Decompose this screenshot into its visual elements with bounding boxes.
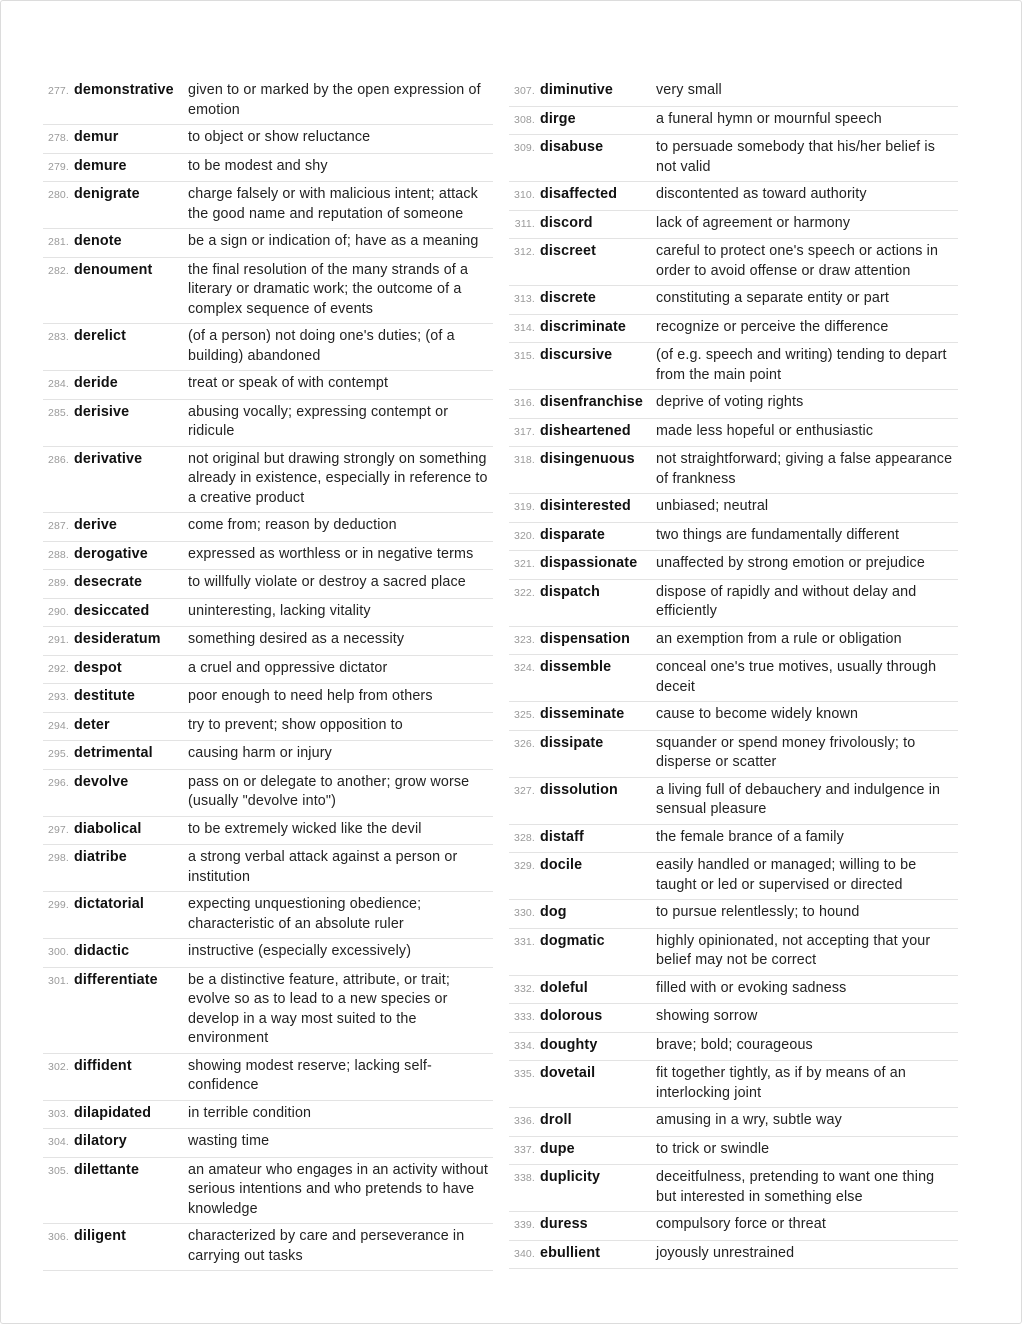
vocab-entry	[43, 741, 493, 770]
entry-definition: given to or marked by the open expression of emotion	[188, 82, 481, 118]
entry-definition: deprive of voting rights	[656, 394, 804, 410]
entry-definition: characterized by care and perseverance in carrying out tasks	[188, 1228, 465, 1264]
entry-term: disingenuous	[540, 451, 635, 467]
entry-number: 277.	[47, 85, 69, 97]
entry-definition: brave; bold; courageous	[656, 1036, 813, 1053]
entry-term: derivative	[74, 450, 143, 467]
entry-definition: to persuade somebody that his/her belief is not valid	[656, 139, 936, 175]
vocab-entry	[509, 655, 958, 702]
vocab-entry	[43, 154, 493, 183]
entry-number: 305.	[47, 1164, 69, 1177]
entry-term: derogative	[74, 545, 148, 562]
entry-term: dupe	[540, 1140, 575, 1157]
vocab-entry	[43, 845, 493, 892]
entry-definition: a strong verbal attack against a person or institution	[188, 849, 458, 885]
entry-definition: deceitfulness, pretending to want one thing but interested in something else	[656, 1169, 935, 1205]
vocab-entry	[43, 770, 493, 817]
entry-term: denoument	[74, 261, 153, 278]
entry-number: 284.	[47, 378, 69, 390]
entry-definition: to trick or swindle	[656, 1140, 770, 1157]
entry-definition: compulsory force or threat	[656, 1216, 826, 1232]
entry-term: discriminate	[540, 318, 627, 335]
entry-number: 327.	[513, 784, 535, 797]
entry-definition: come from; reason by deduction	[188, 517, 397, 533]
entry-definition: expecting unquestioning obedience; characteristic of an absolute ruler	[188, 896, 422, 932]
entry-definition: to willfully violate or destroy a sacred place	[188, 574, 466, 590]
entry-term: duplicity	[540, 1169, 601, 1185]
entry-definition: dispose of rapidly and without delay and efficiently	[656, 583, 917, 619]
entry-number: 298.	[47, 852, 69, 864]
vocab-entry	[509, 1137, 958, 1166]
entry-number: 278.	[47, 132, 69, 144]
entry-term: dolorous	[540, 1008, 603, 1024]
entry-definition: squander or spend money frivolously; to disperse or scatter	[656, 734, 916, 770]
vocab-entry	[509, 778, 958, 825]
entry-number: 308.	[513, 113, 535, 126]
vocab-entry	[43, 939, 493, 968]
entry-term: denote	[74, 233, 122, 249]
entry-number: 319.	[513, 501, 535, 513]
entry-term: diligent	[74, 1228, 127, 1244]
entry-term: docile	[540, 857, 583, 873]
entry-term: diminutive	[540, 82, 613, 98]
vocab-entry	[43, 1101, 493, 1130]
entry-term: dog	[540, 904, 567, 920]
entry-term: derelict	[74, 328, 127, 344]
entry-number: 294.	[47, 719, 69, 732]
entry-term: dissipate	[540, 734, 604, 751]
vocabulary-column-left	[43, 78, 493, 1271]
entry-number: 282.	[47, 264, 69, 277]
entry-number: 296.	[47, 776, 69, 789]
entry-number: 321.	[513, 558, 535, 570]
vocab-entry	[509, 315, 958, 344]
vocab-entry	[509, 702, 958, 731]
entry-definition: lack of agreement or harmony	[656, 214, 851, 231]
entry-definition: two things are fundamentally different	[656, 526, 900, 543]
vocab-entry	[509, 78, 958, 107]
vocab-entry	[43, 258, 493, 325]
entry-definition: an exemption from a rule or obligation	[656, 630, 902, 647]
vocab-entry	[43, 229, 493, 258]
vocab-entry	[43, 684, 493, 713]
vocab-entry	[509, 343, 958, 390]
vocab-entry	[43, 182, 493, 229]
entry-definition: (of e.g. speech and writing) tending to depart from the main point	[656, 347, 947, 383]
entry-term: denigrate	[74, 186, 140, 202]
entry-number: 300.	[47, 946, 69, 958]
entry-number: 328.	[513, 831, 535, 844]
vocab-entry	[43, 1054, 493, 1101]
vocab-entry	[509, 1212, 958, 1241]
entry-term: desecrate	[74, 574, 143, 590]
entry-term: dogmatic	[540, 932, 605, 949]
vocab-entry	[43, 513, 493, 542]
vocab-entry	[509, 976, 958, 1005]
entry-term: discreet	[540, 243, 597, 259]
entry-number: 333.	[513, 1011, 535, 1023]
entry-definition: (of a person) not doing one's duties; (of a building) abandoned	[188, 328, 455, 364]
vocab-entry	[43, 713, 493, 742]
entry-definition: in terrible condition	[188, 1104, 312, 1121]
entry-definition: to be modest and shy	[188, 157, 328, 174]
entry-term: demur	[74, 129, 119, 145]
entry-definition: showing modest reserve; lacking self-confidence	[188, 1057, 432, 1093]
vocab-entry	[509, 211, 958, 240]
vocab-entry	[43, 447, 493, 514]
entry-term: dirge	[540, 110, 576, 127]
entry-definition: something desired as a necessity	[188, 631, 405, 647]
entry-number: 335.	[513, 1068, 535, 1080]
vocab-entry	[43, 371, 493, 400]
vocab-entry	[43, 892, 493, 939]
entry-definition: try to prevent; show opposition to	[188, 716, 403, 733]
entry-definition: to be extremely wicked like the devil	[188, 820, 422, 837]
entry-number: 312.	[513, 246, 535, 258]
entry-number: 289.	[47, 577, 69, 589]
entry-definition: careful to protect one's speech or actions in order to avoid offense or draw attention	[656, 243, 939, 279]
entry-term: discursive	[540, 347, 613, 363]
vocab-entry	[43, 968, 493, 1054]
entry-number: 293.	[47, 691, 69, 703]
vocab-entry	[509, 1241, 958, 1270]
entry-definition: be a distinctive feature, attribute, or trait; evolve so as to lead to a new species or develop in a way most suited to the environment	[188, 971, 450, 1046]
vocab-entry	[509, 1108, 958, 1137]
entry-term: discord	[540, 214, 593, 231]
entry-term: discrete	[540, 290, 597, 306]
entry-number: 313.	[513, 293, 535, 305]
entry-number: 309.	[513, 142, 535, 154]
entry-definition: recognize or perceive the difference	[656, 318, 889, 335]
entry-term: dovetail	[540, 1065, 596, 1081]
entry-term: diatribe	[74, 849, 127, 865]
vocab-entry	[509, 1165, 958, 1212]
entry-definition: not original but drawing strongly on something already in existence, especially in reference to a creative product	[188, 450, 488, 506]
vocab-entry	[43, 1158, 493, 1225]
entry-definition: discontented as toward authority	[656, 186, 867, 202]
entry-term: deride	[74, 375, 118, 391]
entry-number: 331.	[513, 935, 535, 948]
vocab-entry	[509, 135, 958, 182]
entry-term: disaffected	[540, 186, 618, 202]
vocab-entry	[43, 324, 493, 371]
entry-term: desiccated	[74, 602, 150, 619]
entry-term: dispassionate	[540, 555, 638, 571]
entry-definition: charge falsely or with malicious intent; attack the good name and reputation of someone	[188, 186, 478, 222]
entry-number: 286.	[47, 453, 69, 466]
vocab-entry	[509, 286, 958, 315]
entry-number: 299.	[47, 899, 69, 911]
vocab-entry	[509, 1061, 958, 1108]
vocab-entry	[509, 825, 958, 854]
entry-number: 315.	[513, 350, 535, 362]
entry-definition: not straightforward; giving a false appearance of frankness	[656, 451, 953, 487]
entry-term: demonstrative	[74, 82, 174, 98]
vocab-entry	[509, 900, 958, 929]
entry-term: dictatorial	[74, 896, 144, 912]
entry-number: 334.	[513, 1039, 535, 1052]
entry-term: distaff	[540, 828, 584, 845]
entry-number: 301.	[47, 974, 69, 987]
entry-definition: treat or speak of with contempt	[188, 375, 389, 391]
vocab-entry	[509, 1033, 958, 1062]
vocab-entry	[509, 494, 958, 523]
vocab-entry	[509, 239, 958, 286]
entry-number: 320.	[513, 529, 535, 542]
entry-term: disabuse	[540, 139, 604, 155]
vocab-entry	[509, 929, 958, 976]
entry-term: differentiate	[74, 971, 158, 988]
entry-term: dilatory	[74, 1133, 127, 1149]
vocab-entry	[43, 1129, 493, 1158]
vocab-entry	[509, 1004, 958, 1033]
entry-number: 283.	[47, 331, 69, 343]
entry-definition: uninteresting, lacking vitality	[188, 602, 371, 619]
entry-definition: abusing vocally; expressing contempt or ridicule	[188, 403, 449, 439]
entry-number: 297.	[47, 823, 69, 836]
entry-term: droll	[540, 1112, 572, 1128]
entry-definition: made less hopeful or enthusiastic	[656, 422, 874, 439]
entry-definition: instructive (especially excessively)	[188, 943, 412, 959]
entry-number: 287.	[47, 520, 69, 532]
vocab-entry	[509, 390, 958, 419]
entry-number: 285.	[47, 406, 69, 419]
entry-term: ebullient	[540, 1244, 601, 1261]
entry-term: didactic	[74, 943, 130, 959]
vocab-entry	[509, 627, 958, 656]
entry-definition: wasting time	[188, 1133, 270, 1149]
entry-term: deter	[74, 716, 110, 733]
vocab-entry	[43, 400, 493, 447]
entry-definition: filled with or evoking sadness	[656, 979, 847, 996]
entry-number: 338.	[513, 1172, 535, 1184]
entry-term: despot	[74, 659, 122, 676]
entry-number: 329.	[513, 860, 535, 872]
entry-term: doleful	[540, 979, 588, 996]
entry-number: 311.	[514, 217, 535, 230]
entry-term: detrimental	[74, 745, 153, 761]
entry-term: disheartened	[540, 422, 631, 439]
entry-number: 337.	[513, 1143, 535, 1156]
entry-definition: a funeral hymn or mournful speech	[656, 110, 882, 127]
entry-number: 316.	[513, 397, 535, 409]
entry-definition: a living full of debauchery and indulgence in sensual pleasure	[656, 781, 941, 817]
entry-number: 310.	[513, 189, 535, 201]
entry-definition: amusing in a wry, subtle way	[656, 1112, 842, 1128]
entry-definition: unaffected by strong emotion or prejudice	[656, 555, 925, 571]
entry-term: duress	[540, 1216, 588, 1232]
entry-number: 306.	[47, 1231, 69, 1243]
entry-term: devolve	[74, 773, 129, 790]
vocab-entry	[43, 599, 493, 628]
entry-definition: joyously unrestrained	[656, 1244, 795, 1261]
entry-number: 340.	[513, 1247, 535, 1260]
entry-definition: constituting a separate entity or part	[656, 290, 889, 306]
entry-term: disseminate	[540, 706, 625, 722]
entry-number: 314.	[513, 321, 535, 334]
entry-number: 322.	[513, 586, 535, 599]
vocab-entry	[509, 523, 958, 552]
vocab-entry	[43, 542, 493, 571]
entry-definition: showing sorrow	[656, 1008, 758, 1024]
entry-term: doughty	[540, 1036, 598, 1053]
entry-definition: to pursue relentlessly; to hound	[656, 904, 860, 920]
entry-term: disinterested	[540, 498, 631, 514]
vocab-entry	[509, 419, 958, 448]
entry-definition: causing harm or injury	[188, 745, 332, 761]
vocab-entry	[43, 125, 493, 154]
entry-number: 302.	[47, 1060, 69, 1073]
entry-definition: be a sign or indication of; have as a meaning	[188, 233, 479, 249]
entry-definition: pass on or delegate to another; grow worse (usually "devolve into")	[188, 773, 470, 809]
entry-term: derisive	[74, 403, 130, 420]
entry-number: 307.	[513, 85, 535, 97]
vocab-entry	[43, 78, 493, 125]
entry-term: dissemble	[540, 659, 612, 675]
entry-term: dissolution	[540, 781, 618, 798]
entry-definition: poor enough to need help from others	[188, 688, 433, 704]
entry-number: 317.	[513, 425, 535, 438]
vocab-entry	[509, 551, 958, 580]
entry-number: 288.	[47, 548, 69, 561]
vocab-entry	[509, 447, 958, 494]
entry-term: destitute	[74, 688, 135, 704]
entry-definition: to object or show reluctance	[188, 129, 371, 145]
entry-term: demure	[74, 157, 127, 174]
entry-definition: conceal one's true motives, usually through deceit	[656, 659, 937, 695]
vocab-entry	[509, 731, 958, 778]
entry-definition: a cruel and oppressive dictator	[188, 659, 388, 676]
entry-definition: easily handled or managed; willing to be taught or led or supervised or directed	[656, 857, 917, 893]
entry-term: dilapidated	[74, 1104, 152, 1121]
vocab-entry	[509, 182, 958, 211]
entry-number: 292.	[47, 662, 69, 675]
entry-definition: the female brance of a family	[656, 828, 844, 845]
entry-number: 290.	[47, 605, 69, 618]
entry-number: 323.	[513, 633, 535, 646]
entry-term: dispensation	[540, 630, 630, 647]
entry-number: 318.	[513, 454, 535, 466]
entry-number: 336.	[513, 1115, 535, 1127]
entry-number: 324.	[513, 662, 535, 674]
entry-number: 332.	[513, 982, 535, 995]
entry-definition: very small	[656, 82, 722, 98]
entry-number: 304.	[47, 1136, 69, 1148]
entry-term: diabolical	[74, 820, 142, 837]
entry-term: desideratum	[74, 631, 161, 647]
vocab-entry	[43, 570, 493, 599]
entry-definition: the final resolution of the many strands of a literary or dramatic work; the outcome of a complex sequence of events	[188, 261, 469, 317]
vocabulary-column-right	[509, 78, 958, 1269]
entry-definition: unbiased; neutral	[656, 498, 769, 514]
entry-term: dispatch	[540, 583, 600, 600]
entry-number: 279.	[47, 160, 69, 173]
entry-definition: expressed as worthless or in negative terms	[188, 545, 474, 562]
vocab-entry	[509, 853, 958, 900]
entry-definition: fit together tightly, as if by means of an interlocking joint	[656, 1065, 907, 1101]
vocab-entry	[43, 817, 493, 846]
entry-term: dilettante	[74, 1161, 140, 1178]
vocab-entry	[43, 1224, 493, 1271]
entry-number: 330.	[513, 907, 535, 919]
entry-definition: highly opinionated, not accepting that your belief may not be correct	[656, 932, 931, 968]
entry-number: 281.	[47, 236, 69, 248]
vocab-entry	[509, 107, 958, 136]
vocab-entry	[509, 580, 958, 627]
entry-term: diffident	[74, 1057, 132, 1074]
entry-number: 295.	[47, 748, 69, 760]
entry-definition: an amateur who engages in an activity without serious intentions and who pretends to have knowledge	[188, 1161, 489, 1217]
entry-term: disenfranchise	[540, 394, 644, 410]
entry-term: derive	[74, 517, 118, 533]
entry-number: 291.	[47, 634, 69, 646]
entry-number: 339.	[513, 1219, 535, 1231]
entry-term: disparate	[540, 526, 605, 543]
vocab-entry	[43, 627, 493, 656]
entry-number: 326.	[513, 737, 535, 750]
entry-number: 303.	[47, 1107, 69, 1120]
entry-number: 280.	[47, 189, 69, 201]
entry-number: 325.	[513, 709, 535, 721]
vocab-entry	[43, 656, 493, 685]
entry-definition: cause to become widely known	[656, 706, 859, 722]
